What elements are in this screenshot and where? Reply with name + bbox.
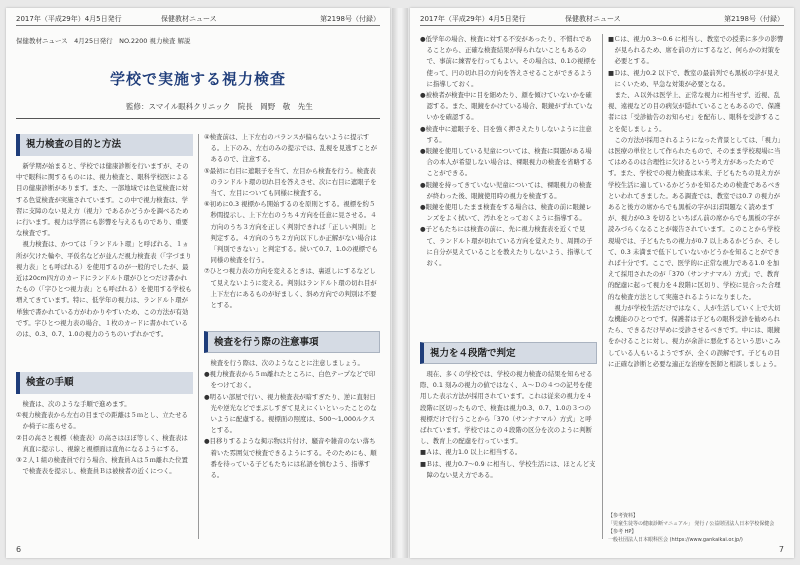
title-divider bbox=[16, 118, 380, 119]
page-header bbox=[16, 14, 380, 26]
paragraph: 視力検査は、かつては「ランドルト環」と呼ばれる、１ヵ所が欠けた輪や、平仮名などが並んだ視力検査表（「字づまり視力表」とも呼ばれる）を使用するのが一般的でしたが、最近は20cm四方のカードにランドルト環がひとつだけ書かれたもの（「字ひとつ視力表」とも呼ばれる）を使用する学校も増えてきています。特に、低学年の視力は、ランドルト環が単独で書かれている方がわかりやすいため、この方法が有効です。字ひとつ視力表の場合、１枚のカードに書かれているのは、0.3、0.7、1.0の視力のうちのいずれかです。 bbox=[16, 240, 192, 339]
paragraph: ●明るい部屋で行い、視力検査表が暗すぎたり、逆に直射日光や逆光などでまぶしすぎて見えにくいといったことのないように配慮する。視標面の照度は、500～1,000ルクスとする。 bbox=[204, 392, 377, 435]
footnote-line: 「児童生徒等の健康診断マニュアル」 発行 / 公益財団法人日本学校保健会 bbox=[608, 521, 775, 527]
paragraph: ●目移りするような掲示物は片付け、騒音や雑音のない落ち着いた雰囲気で検査できるようにする。そのためにも、順番を待っている子どもたちには私語を慎むよう、指導する。 bbox=[204, 437, 377, 480]
header-date: 2017年（平成29年）4月5日発行 bbox=[16, 15, 122, 23]
header-issue: 第2198号（付録） bbox=[320, 15, 380, 23]
paragraph: ■Ｄは、視力0.2 以下で、教室の最前列でも黒板の字が見えにくいため、早急な対策が必要となる。 bbox=[608, 68, 780, 88]
header-issue: 第2198号（付録） bbox=[724, 15, 784, 23]
paragraph: ●眼鏡を使用したまま検査をする場合は、検査の前に眼鏡レンズをよく拭いて、汚れをとっておくように指導する。 bbox=[420, 203, 592, 223]
paragraph: ●視力検査表から５ｍ離れたところに、白色テープなどで印をつけておく。 bbox=[204, 370, 376, 390]
page-number: 7 bbox=[778, 545, 784, 554]
paragraph: ⑤最初に右目に遮眼子を当て、左目から検査を行う。検査表のランドルト環の切れ目を答えさせ、次に右目に遮眼子を当て、左目についても同様に検査する。 bbox=[204, 166, 377, 198]
article-title: 学校で実施する視力検査 bbox=[109, 70, 286, 88]
header-date: 2017年（平成29年）4月5日発行 bbox=[420, 15, 526, 23]
paragraph: 検査は、次のような手順で進めます。 bbox=[22, 400, 131, 408]
column-4 bbox=[608, 34, 784, 510]
paragraph: ●低学年の場合、検査に対する不安があったり、不慣れであることから、正確な検査結果が得られないこともあるので、事前に練習を行ってもよい。その場合は、0.1の視標を使って、円の切れ目の方向を答えさせることができるように指導しておく。 bbox=[420, 35, 597, 88]
page-gutter bbox=[392, 8, 408, 558]
supervisor-credit: 監修：スマイル眼科クリニック 院長 岡野 敬 先生 bbox=[126, 102, 313, 111]
paragraph: 新学期が始まると、学校では健康診断を行いますが、その中で眼科に関するものには、視力検査と、眼科学校医による目の健康診断があります。また、一部地域では色覚検査に対する色覚検査が実施されています。この中で視力検査は、学習に支障のない見え方（視力）であるかどうかを調べるために行います。視力は学習にも影響を与えるものであり、重要な検査です。 bbox=[16, 162, 189, 238]
column-divider bbox=[198, 134, 199, 539]
header-paper: 保健教材ニュース bbox=[161, 15, 217, 23]
paragraph: ●検査中に遮眼子を、目を強く押さえたりしないように注意する。 bbox=[420, 124, 592, 144]
paragraph: ●眼鏡を持ってきていない児童については、裸眼視力の検査が終わった後、眼鏡使用時の視力を検査する。 bbox=[420, 180, 592, 200]
paragraph: この方法が採用されるようになった背景としては、「視力」は医療の単位として作られたもので、そのまま学校現場に当てはめるのは合理性に欠けるという考え方があったためです。また、学校での視力検査は本来、子どもたちの見え方が学校生活に適しているかどうかを知るための検査であるべきといわれてきました。ある調査では、教室では0.7 の視力があると後方の席からでも黒板の字がほぼ問題なく読めますが、視力が0.3 を切るといちばん前の席からでも黒板の字が読みづらくなることが報告されています。このことから学校現場では、子どもたちの視力が0.7 以上あるかどうか、そして、0.3 未満まで低下していないかどうかを知ることができれば十分です。ここで、医学的に正常な視力である1.0 を加えて採用されたのが「370（サンナナマル）方式」で、教育的配慮に起って視力を４段階に区切り、学校に見合った合理的な検査方法として実施されるようになりました。 bbox=[608, 135, 784, 301]
section-heading-purpose: 視力検査の目的と方法 bbox=[16, 134, 193, 156]
paragraph: ■Ａは、視力1.0 以上に相当する。 bbox=[420, 448, 522, 457]
paragraph: ●子どもたちには検査の前に、先に視力検査表を近くで見て、ランドルト環が切れている方向を覚えたり、周囲の子に自分が見えていることを教えたりしないよう、指導しておく。 bbox=[420, 225, 593, 268]
paragraph: ⑦ひとつ視力表の方向を変えるときは、裏返しにするなどして見えないように変える。判別はランドルト環の切れ目が上下左右にあるものが好ましく、斜め方向での判別は不要とする。 bbox=[204, 267, 377, 310]
paragraph: ⑥初めに0.3 視標から開始するのを原則とする。視標を約５秒間提示し、上下左右のうち４方向を任意に見させる。４方向のうち３方向を正しく判別できれば「正しい判別」と判定する。４方向のうち２方向以下しか正解がない場合は「判別できない」と判定する。続いて0.7、1.0の視標でも同様の検査を行う。 bbox=[204, 200, 378, 265]
paragraph: ④検査前は、上下左右のバランスが偏らないように提示する。上下のみ、左右のみの提示では、乱視を見逃すことがあるので、注意する。 bbox=[204, 133, 378, 164]
column-3-upper bbox=[420, 34, 597, 338]
footnote-line: 【参考 HP】 bbox=[608, 529, 637, 535]
column-1-upper bbox=[16, 161, 193, 365]
footnote-line: 一般社団法人日本眼科医会 (https://www.gankaikai.or.jp/) bbox=[608, 537, 743, 543]
section-heading-procedure: 検査の手順 bbox=[16, 372, 193, 394]
page-left bbox=[6, 8, 390, 558]
column-3-lower bbox=[420, 369, 597, 541]
paragraph: ●被検者が検査中に目を細めたり、顔を傾けていないかを確認する。また、眼鏡をかけている場合、眼鏡がずれていないかを確認する。 bbox=[420, 91, 593, 122]
paragraph: また、Ａ以外は医学上、正常な視力に相当せず、近視、乱視、遠視などの目の病気が隠れていることもあるので、保護者には「受診勧告のお知らせ」を配布し、眼科を受診することを促しましょう。 bbox=[608, 91, 781, 133]
paragraph: ■Ｂは、視力0.7～0.9 に相当し、学校生活には、ほとんど支障のない見え方である。 bbox=[420, 459, 596, 479]
paragraph: 現在、多くの学校では、学校の視力検査の結果を知らせる際、0.1 刻みの視力の値ではなく、Ａ～Ｄの４つの記号を使用した表示方法が採用されています。これは従来の視力を４段階に区切ったもので、検査は視力0.3、0.7、1.0の３つの視標だけで行うことから「370（サンナナマル）方式」と呼ばれています。学校ではこの４段階の区分を次のように判断し、教育上の配慮を行っています。 bbox=[420, 370, 593, 446]
page-number: 6 bbox=[16, 545, 22, 554]
page-header bbox=[420, 14, 784, 26]
section-heading-four-levels: 視力を４段階で判定 bbox=[420, 342, 597, 364]
reference-footnote bbox=[608, 512, 784, 544]
paragraph: ■Ｃは、視力0.3～0.6 に相当し、教室での授業に多少の影響が見られるため、席を前の方にするなど、何らかの対策を必要とする。 bbox=[608, 35, 784, 66]
page-right bbox=[410, 8, 794, 558]
paragraph: 視力が学校生活だけではなく、人が生活していく上で大切な機能のひとつです。保護者は子どもの眼科受診を勧められたら、できるだけ早めに受診させるべきです。中には、眼鏡をかけることに対し、視力が余計に悪化するという思いこみしている人もいるようですが、全くの誤解です。子どもの目に正確な診断と必要な適正な治療を医師と相談しましょう。 bbox=[608, 303, 781, 368]
paragraph: ①視力検査表から左右の目までの距離は５ｍとし、立たせるか椅子に座らせる。 bbox=[16, 411, 188, 431]
paragraph: ②目の高さと視標（検査表）の高さはほぼ等しく、検査表は真直に提示し、視線と視標面は直角になるようにする。 bbox=[16, 433, 188, 453]
section-heading-precautions: 検査を行う際の注意事項 bbox=[204, 331, 380, 353]
paragraph: 検査を行う際は、次のようなことに注意しましょう。 bbox=[210, 359, 364, 367]
footnote-line: 【参考資料】 bbox=[608, 513, 639, 519]
column-2-upper bbox=[204, 132, 380, 328]
header-paper: 保健教材ニュース bbox=[565, 15, 621, 23]
column-1-lower bbox=[16, 399, 193, 541]
paragraph: ●眼鏡を使用している児童については、検査に問題がある場合の本人が希望しない場合は、裸眼視力の検査を省略することができる。 bbox=[420, 147, 593, 178]
column-divider bbox=[602, 34, 603, 539]
paragraph: ③２人１組の検査員で行う場合、検査員Ａは５ｍ離れた位置で検査表を提示し、検査員Ｂは被検者の近くにつく。 bbox=[16, 456, 188, 476]
column-2-lower bbox=[204, 358, 380, 541]
meta-line: 保健教材ニュース 4月25日発行 NO.2200 視力検査 解説 bbox=[16, 37, 191, 45]
